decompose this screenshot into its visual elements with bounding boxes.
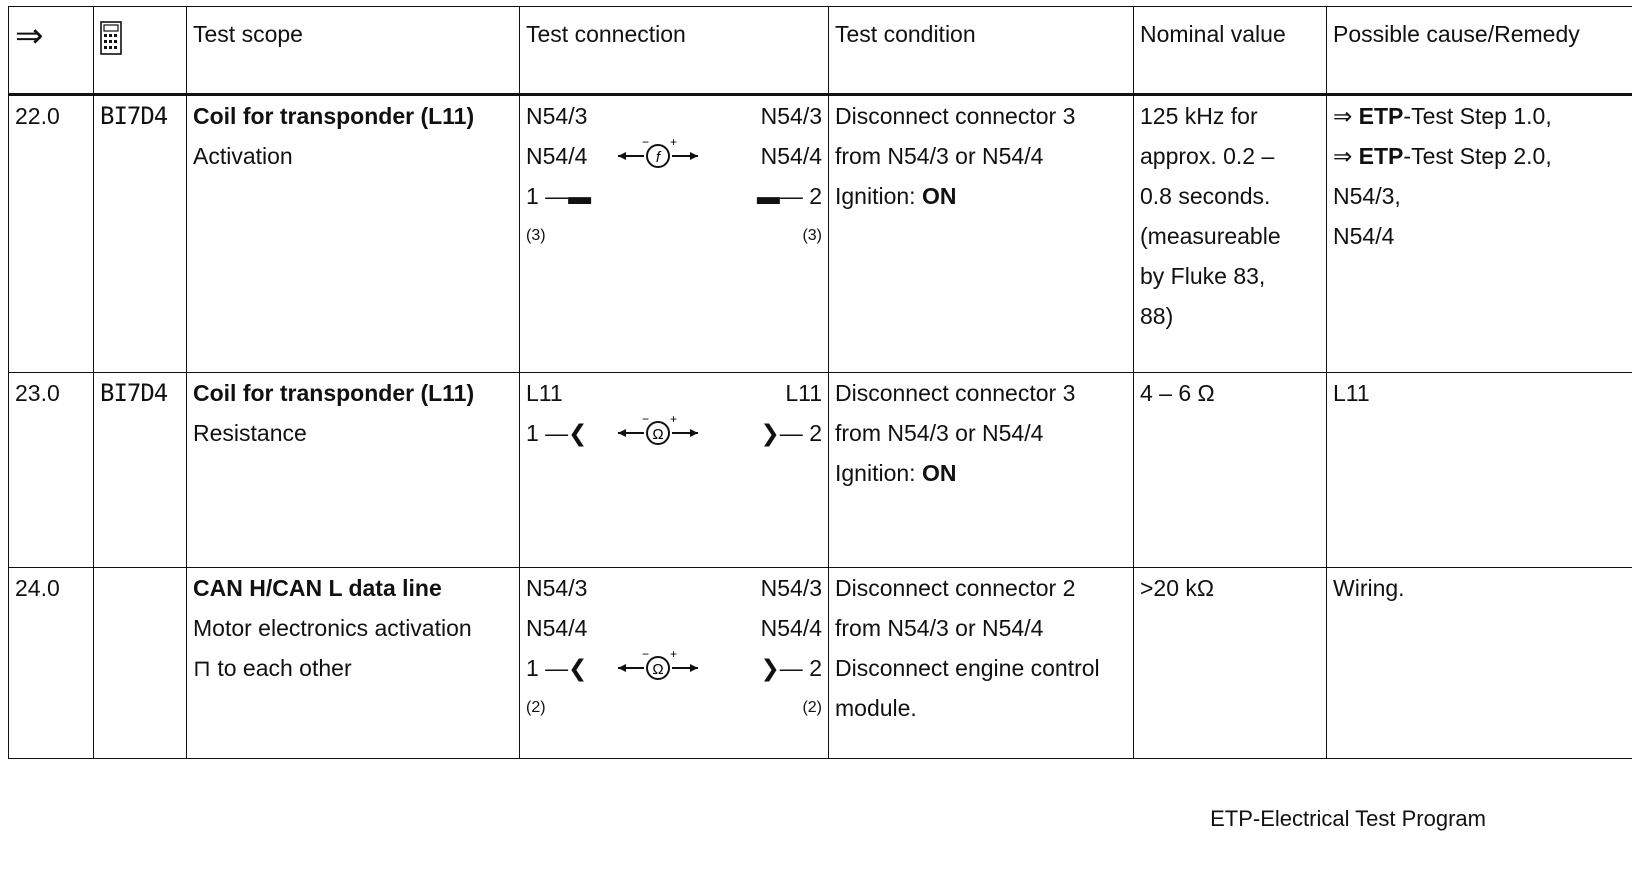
svg-text:−: − xyxy=(642,413,650,426)
remedy-link[interactable]: ⇒ ETP-Test Step 2.0, xyxy=(1333,143,1552,169)
svg-text:+: + xyxy=(670,413,678,426)
header-test-scope: Test scope xyxy=(187,7,520,95)
header-remedy: Possible cause/Remedy xyxy=(1327,7,1632,95)
conn-left: N54/4 xyxy=(526,143,588,169)
pin-left: 1 —❮ xyxy=(526,420,588,446)
pin-right: ▬— 2 xyxy=(756,183,822,209)
device-code: BI7D4 xyxy=(94,373,187,568)
svg-text:+: + xyxy=(670,648,678,661)
pin-left: 1 —❮ xyxy=(526,655,588,681)
table-row xyxy=(9,373,1632,568)
remedy: L11 xyxy=(1327,373,1632,568)
conn-left: N54/3 xyxy=(526,103,588,129)
svg-text:−: − xyxy=(642,648,650,661)
remedy: ⇒ ETP-Test Step 1.0, ⇒ ETP-Test Step 2.0, N54/3, N54/4 xyxy=(1327,95,1632,373)
nominal-value: >20 kΩ xyxy=(1134,568,1327,759)
svg-text:f: f xyxy=(655,149,661,166)
conn-right: N54/3 xyxy=(760,103,822,129)
footer-caption: ETP-Electrical Test Program xyxy=(1210,806,1486,831)
header-row xyxy=(9,7,1632,95)
pin-right: ❯— 2 xyxy=(760,420,822,446)
test-condition: Disconnect connector 3 from N54/3 or N54/4 Ignition: ON xyxy=(829,373,1134,568)
pin-count-left: (3) xyxy=(526,227,546,244)
remedy-link[interactable]: ⇒ ETP-Test Step 1.0, xyxy=(1333,103,1552,129)
svg-text:Ω: Ω xyxy=(652,661,664,678)
test-condition: Disconnect connector 3 from N54/3 or N54/4 Ignition: ON xyxy=(829,95,1134,373)
device-code: BI7D4 xyxy=(94,95,187,373)
table-row xyxy=(9,568,1632,759)
scope-line: Motor electronics activation xyxy=(193,615,472,641)
remedy: Wiring. xyxy=(1327,568,1632,759)
test-table xyxy=(8,6,1632,759)
scope-line: Activation xyxy=(193,143,293,169)
svg-text:+: + xyxy=(670,136,678,149)
scope-title: Coil for transponder (L11) xyxy=(193,103,475,129)
header-test-condition: Test condition xyxy=(829,7,1134,95)
table-row xyxy=(9,95,1632,373)
test-connection: L11 L11 1 —❮ Ω − + ❯— 2 xyxy=(520,373,829,568)
test-connection: N54/3 N54/3 N54/4 N54/4 1 —❮ Ω − + ❯— 2 (2) (2) xyxy=(520,568,829,759)
header-test-connection: Test connection xyxy=(520,7,829,95)
test-scope xyxy=(187,95,520,373)
scope-title: Coil for transponder (L11) xyxy=(193,380,475,406)
step-number: 23.0 xyxy=(9,373,94,568)
test-device-icon xyxy=(100,21,122,55)
pin-left: 1 —▬ xyxy=(526,183,592,209)
test-condition: Disconnect connector 2 from N54/3 or N54/4 Disconnect engine control module. xyxy=(829,568,1134,759)
pin-right: ❯— 2 xyxy=(760,655,822,681)
scope-title: CAN H/CAN L data line xyxy=(193,575,442,601)
frequency-meter-icon xyxy=(618,136,698,176)
step-number: 24.0 xyxy=(9,568,94,759)
nominal-value: 4 – 6 Ω xyxy=(1134,373,1327,568)
test-scope xyxy=(187,568,520,759)
header-arrow: ⇒ xyxy=(9,7,94,95)
scope-line: Resistance xyxy=(193,420,307,446)
device-code xyxy=(94,568,187,759)
step-number: 22.0 xyxy=(9,95,94,373)
ohmmeter-icon xyxy=(618,648,698,688)
header-nominal-value: Nominal value xyxy=(1134,7,1327,95)
ohmmeter-icon xyxy=(618,413,698,453)
svg-text:Ω: Ω xyxy=(652,426,664,443)
nominal-value: 125 kHz for approx. 0.2 – 0.8 seconds. (measureable by Fluke 83, 88) xyxy=(1134,95,1327,373)
header-device-cell xyxy=(94,7,187,95)
scope-line: ⊓ to each other xyxy=(193,655,352,681)
test-connection xyxy=(520,95,829,373)
pin-count-right: (3) xyxy=(802,227,822,244)
test-scope xyxy=(187,373,520,568)
conn-right: N54/4 xyxy=(760,143,822,169)
svg-text:−: − xyxy=(642,136,650,149)
